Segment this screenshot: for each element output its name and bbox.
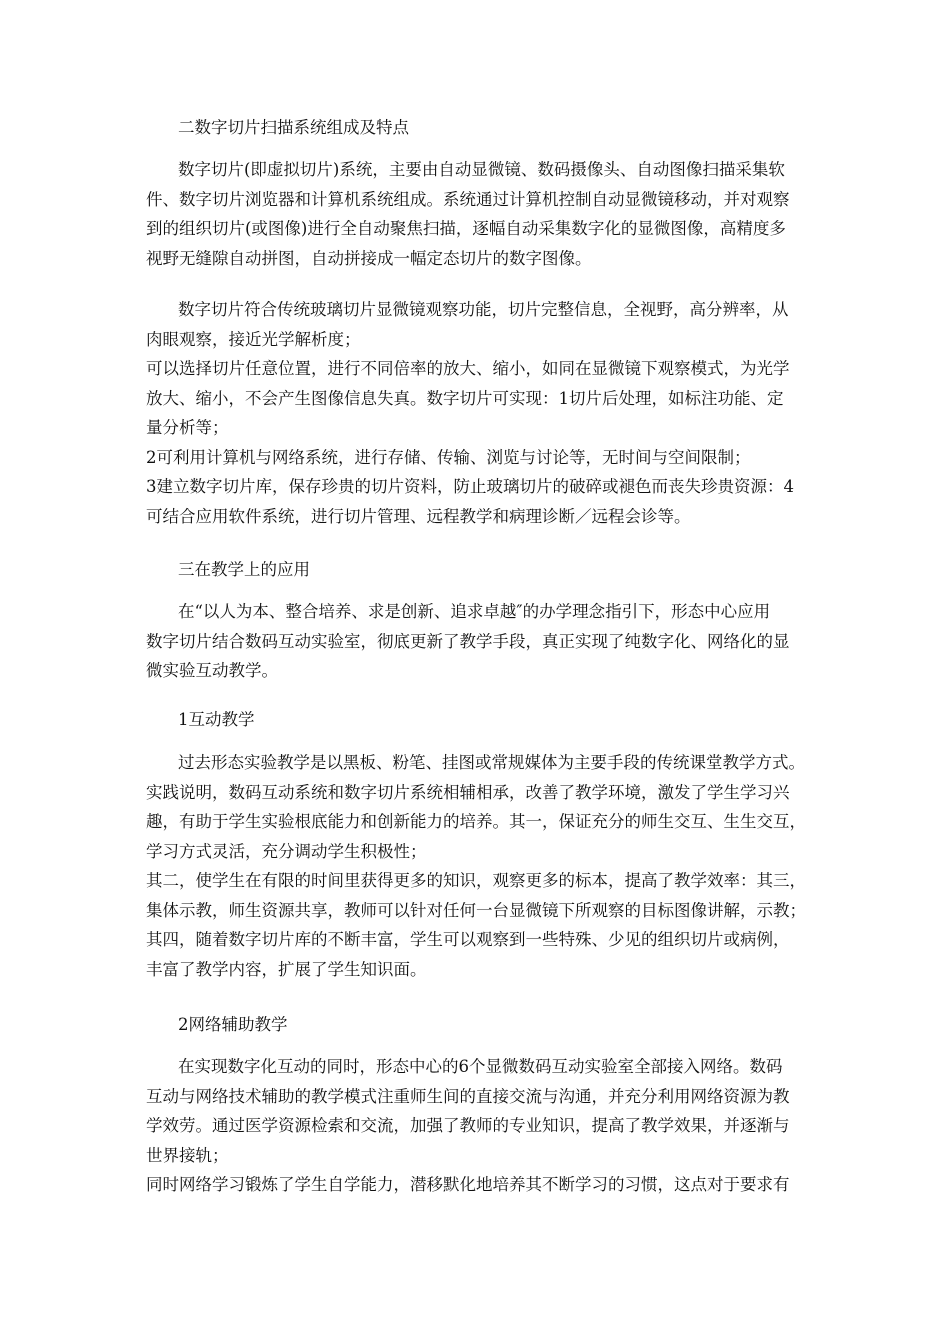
paragraph-line: 世界接轨； [146, 1145, 229, 1165]
heading-text: 1互动教学 [178, 710, 255, 729]
paragraph-line: 实践说明，数码互动系统和数字切片系统相辅相承，改善了教学环境，激发了学生学习兴 [146, 782, 790, 802]
section-heading-network-assisted-teaching [146, 1010, 816, 1040]
paragraph-line: 学效劳。通过医学资源检索和交流，加强了教师的专业知识，提高了教学效果，并逐渐与 [146, 1116, 790, 1135]
paragraph-line: 件、数字切片浏览器和计算机系统组成。系统通过计算机控制自动显微镜移动，并对观察 [146, 189, 790, 209]
heading-text: 2网络辅助教学 [178, 1015, 288, 1034]
paragraph-line: 可以选择切片任意位置，进行不同倍率的放大、缩小，如同在显微镜下观察模式，为光学 [146, 359, 790, 378]
paragraph-line: 集体示教，师生资源共享，教师可以针对任何一台显微镜下所观察的目标图像讲解，示教； [146, 900, 806, 920]
paragraph-line: 放大、缩小，不会产生图像信息失真。数字切片可实现：1切片后处理，如标注功能、定 [146, 388, 784, 408]
paragraph-line: 同时网络学习锻炼了学生自学能力，潜移默化地培养其不断学习的习惯，这点对于要求有 [146, 1175, 790, 1194]
paragraph-line: 数字切片结合数码互动实验室，彻底更新了教学手段，真正实现了纯数字化、网络化的显 [146, 631, 790, 651]
paragraph-line: 肉眼观察，接近光学解析度； [146, 329, 361, 349]
paragraph-interactive-teaching [146, 748, 816, 984]
paragraph-line: 3建立数字切片库，保存珍贵的切片资料，防止玻璃切片的破碎或褪色而丧失珍贵资源：4 [146, 477, 794, 496]
paragraph-teaching-philosophy [146, 597, 816, 686]
paragraph-line: 互动与网络技术辅助的教学模式注重师生间的直接交流与沟通，并充分利用网络资源为教 [146, 1086, 790, 1106]
section-heading-interactive-teaching [146, 705, 816, 735]
heading-text: 三在教学上的应用 [178, 560, 310, 579]
paragraph-line: 2可利用计算机与网络系统，进行存储、传输、浏览与讨论等，无时间与空间限制； [146, 447, 751, 467]
section-heading-digital-slide-system [146, 113, 816, 143]
paragraph-line: 过去形态实验教学是以黑板、粉笔、挂图或常规媒体为主要手段的传统课堂教学方式。 [178, 753, 805, 772]
paragraph-line: 丰富了教学内容，扩展了学生知识面。 [146, 959, 427, 979]
section-heading-teaching-application [146, 555, 816, 585]
paragraph-line: 可结合应用软件系统，进行切片管理、远程教学和病理诊断／远程会诊等。 [146, 506, 691, 526]
paragraph-line: 学习方式灵活，充分调动学生积极性； [146, 841, 427, 861]
paragraph-line: 其四，随着数字切片库的不断丰富，学生可以观察到一些特殊、少见的组织切片或病例， [146, 930, 790, 949]
paragraph-line: 视野无缝隙自动拼图，自动拼接成一幅定态切片的数字图像。 [146, 248, 592, 268]
paragraph-system-composition [146, 155, 816, 273]
paragraph-line: 到的组织切片(或图像)进行全自动聚焦扫描，逐幅自动采集数字化的显微图像，高精度多 [146, 219, 786, 238]
paragraph-line: 量分析等； [146, 418, 229, 437]
paragraph-line: 在实现数字化互动的同时，形态中心的6个显微数码互动实验室全部接入网络。数码 [178, 1057, 783, 1076]
paragraph-digital-slide-features [146, 295, 816, 531]
paragraph-network-teaching [146, 1052, 816, 1200]
paragraph-line: 在“以人为本、整合培养、求是创新、追求卓越″的办学理念指引下，形态中心应用 [178, 602, 771, 621]
heading-text: 二数字切片扫描系统组成及特点 [178, 118, 409, 137]
paragraph-line: 数字切片符合传统玻璃切片显微镜观察功能，切片完整信息，全视野，高分辨率，从 [178, 300, 789, 319]
paragraph-line: 趣，有助于学生实验根底能力和创新能力的培养。其一，保证充分的师生交互、生生交互， [146, 812, 806, 831]
paragraph-line: 微实验互动教学。 [146, 661, 278, 680]
paragraph-line: 其二，使学生在有限的时间里获得更多的知识，观察更多的标本，提高了教学效率：其三， [146, 871, 806, 890]
paragraph-line: 数字切片(即虚拟切片)系统，主要由自动显微镜、数码摄像头、自动图像扫描采集软 [178, 160, 785, 179]
